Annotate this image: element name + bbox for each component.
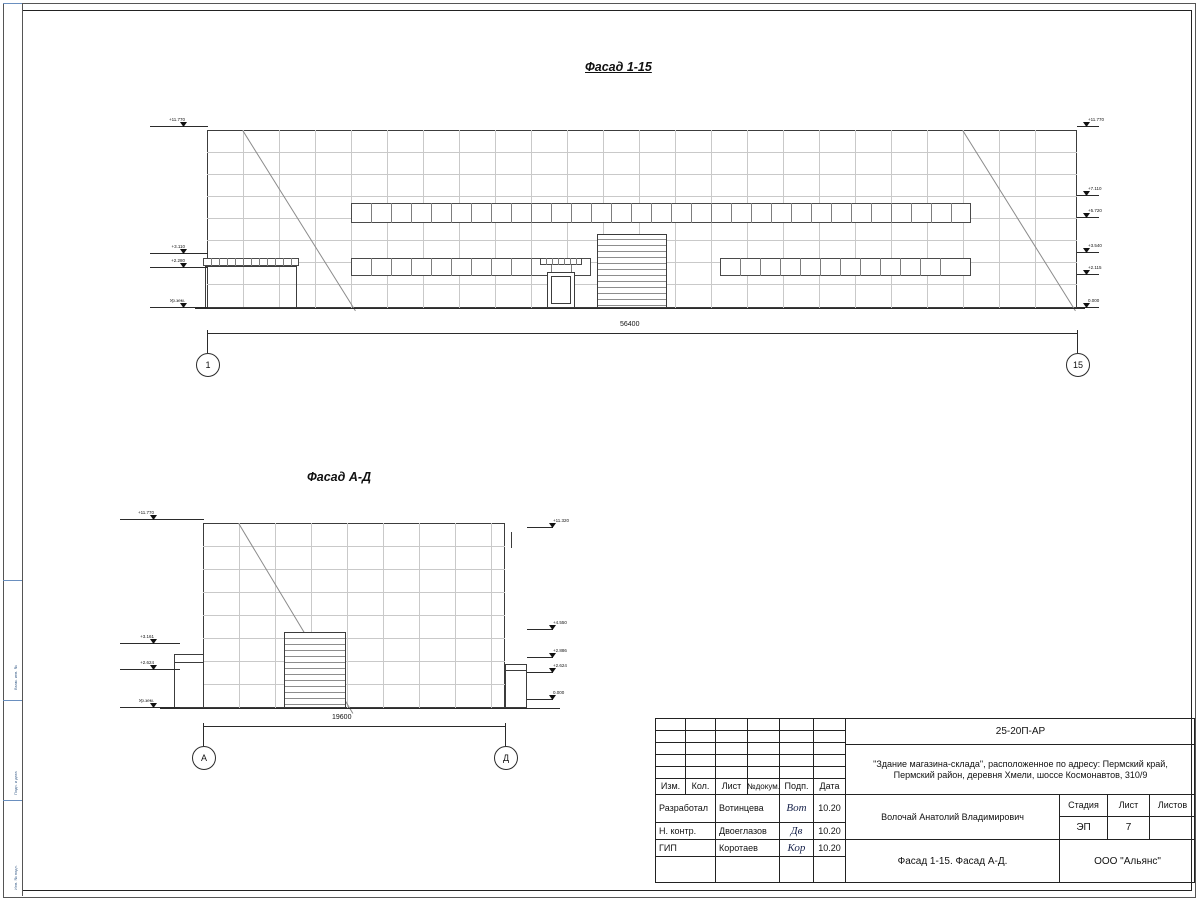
stamp-col-data: Дата [814, 779, 846, 795]
level-left-1: +3.110 [171, 244, 185, 249]
stamp-lists-value [1150, 817, 1195, 840]
side-level-left-0: +11.770 [137, 510, 154, 515]
side-level-left-2: +2.624 [140, 660, 154, 665]
stamp-lists-header: Листов [1150, 795, 1195, 817]
dimension-line-19600 [203, 726, 505, 727]
side-level-left-3: Ур.зем. [138, 698, 154, 703]
level-left-3: Ур.зем. [169, 298, 185, 303]
level-right-4: +2.115 [1088, 265, 1102, 270]
stamp-col-kol: Кол. [686, 779, 716, 795]
dimension-value-19600: 19600 [332, 714, 352, 721]
level-right-3: +3.540 [1088, 243, 1102, 248]
stamp-role-2: ГИП [656, 840, 716, 857]
stamp-sheet-title: Фасад 1-15. Фасад А-Д. [846, 840, 1060, 883]
stamp-date-0: 10.20 [814, 795, 846, 823]
window-band-upper [351, 203, 971, 223]
stamp-name-0: Вотинцева [716, 795, 780, 823]
ground-line-elev1 [195, 308, 1085, 309]
stamp-name-1: Двоеглазов [716, 823, 780, 840]
stamp-company: ООО "Альянс" [1094, 855, 1161, 867]
side-label-1: Подп. и дата [13, 771, 18, 795]
dimension-value-56400: 56400 [620, 321, 640, 328]
title-block [655, 718, 1195, 883]
axis-bubble-a-label: А [200, 753, 207, 763]
ground-line-elev2 [160, 708, 560, 709]
axis-bubble-1-label: 1 [205, 360, 211, 370]
axis-bubble-1 [196, 353, 220, 377]
stamp-list-header: Лист [1108, 795, 1150, 817]
side-label-0: Взам. инв. № [13, 665, 18, 690]
level-right-0: +11.770 [1088, 117, 1105, 122]
stamp-code: 25-20П-АР [846, 719, 1195, 745]
stamp-chief: Волочай Анатолий Владимирович [846, 795, 1060, 840]
stamp-date-1: 10.20 [814, 823, 846, 840]
side-level-right-0: +11.320 [553, 518, 570, 523]
stamp-object-line1: "Здание магазина-склада", расположенное по адресу: Пермский край, [873, 759, 1168, 770]
stamp-object [846, 745, 1195, 795]
elevation-a-d-title: Фасад А-Д [307, 470, 372, 484]
stamp-sign-1: Дв [780, 823, 814, 840]
stamp-role-0: Разработал [656, 795, 716, 823]
stamp-object-line2: Пермский район, деревня Хмели, шоссе Космонавтов, 310/9 [893, 769, 1148, 780]
stamp-name-2: Коротаев [716, 840, 780, 857]
stamp-col-list: Лист [716, 779, 748, 795]
stamp-stage-value: ЭП [1060, 817, 1108, 840]
side-level-left-1: +3.161 [140, 634, 154, 639]
left-annex [205, 266, 297, 308]
level-left-2: +2.280 [171, 258, 185, 263]
axis-bubble-d [494, 746, 518, 770]
side-label-2: Инв. № подл. [13, 865, 18, 890]
side-level-right-4: 0.000 [553, 690, 565, 695]
side-level-right-2: +2.886 [553, 648, 567, 653]
stamp-col-ndoc: №докум. [748, 779, 780, 795]
window-band-lower-right [720, 258, 971, 276]
level-left-0: +11.770 [168, 117, 185, 122]
stamp-date-2: 10.20 [814, 840, 846, 857]
side-level-right-3: +2.624 [553, 663, 567, 668]
stamp-role-1: Н. контр. [656, 823, 716, 840]
level-right-5: 0.000 [1088, 298, 1100, 303]
side-level-right-1: +4.550 [553, 620, 567, 625]
axis-bubble-15-label: 15 [1072, 360, 1083, 370]
stamp-stage-header: Стадия [1060, 795, 1108, 817]
axis-bubble-a [192, 746, 216, 770]
dimension-line-56400 [207, 333, 1077, 334]
stamp-list-value: 7 [1108, 817, 1150, 840]
level-right-2: +5.720 [1088, 208, 1102, 213]
elevation-1-15-title: Фасад 1-15 [585, 60, 652, 74]
stamp-col-podp: Подп. [780, 779, 814, 795]
axis-bubble-15 [1066, 353, 1090, 377]
level-right-1: +7.110 [1088, 186, 1102, 191]
axis-bubble-d-label: Д [502, 753, 510, 763]
stamp-sign-2: Кор [780, 840, 814, 857]
stamp-sign-0: Вот [780, 795, 814, 823]
stamp-col-izm: Изм. [656, 779, 686, 795]
